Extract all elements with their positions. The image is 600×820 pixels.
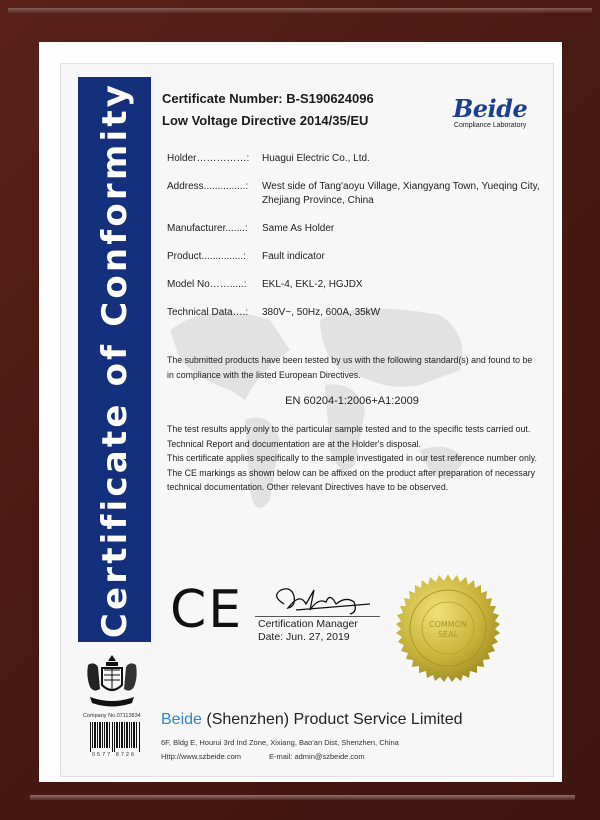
issuer-name-rest: (Shenzhen) Product Service Limited — [201, 711, 463, 728]
standard: EN 60204-1:2006+A1:2009 — [285, 395, 419, 407]
frame-highlight-top — [8, 8, 592, 13]
field-value: EKL-4, EKL-2, HGJDX — [262, 279, 363, 290]
frame-highlight-bottom — [30, 795, 575, 800]
field-value: West side of Tang'aoyu Village, Xiangyang Town, Yueqing City, Zhejiang Province, China — [262, 181, 540, 206]
logo-name: Beide — [453, 94, 528, 123]
issuer-website: Http://www.szbeide.com — [161, 752, 242, 761]
field-value: Fault indicator — [262, 251, 325, 262]
side-title: Certificate of Conformity — [94, 81, 135, 638]
svg-text:SEAL: SEAL — [437, 630, 459, 639]
company-number: Company No.07113834 — [83, 713, 141, 719]
barcode-number: 0577 8726 — [92, 752, 136, 758]
field-label: Product...............: — [167, 251, 246, 262]
logo-subtitle: Compliance Laboratory — [453, 122, 527, 129]
field-label: Technical Data….: — [167, 307, 249, 318]
field-value: Huagui Electric Co., Ltd. — [262, 153, 370, 164]
field-address — [167, 180, 562, 208]
field-holder — [167, 152, 562, 166]
signer-title: Certification Manager — [258, 618, 358, 630]
signature-block — [258, 618, 358, 644]
field-model — [167, 278, 562, 292]
field-label: Holder……………: — [167, 153, 250, 164]
certificate-header — [162, 88, 374, 132]
barcode — [90, 722, 140, 752]
signature — [266, 584, 376, 616]
issuer-address: 6F, Bldg E, Hourui 3rd Ind Zone, Xixiang, Bao'an Dist, Shenzhen, China — [161, 738, 399, 747]
disclaimer-1: The test results apply only to the particular sample tested and to the specific tests carried out. Technical Report and documentation are at the Holder's disposal. — [167, 424, 531, 449]
issuer-name — [161, 711, 463, 729]
issuer-brand: Beide — [161, 711, 202, 728]
field-manufacturer — [167, 222, 562, 236]
side-title-band — [78, 77, 151, 642]
directive: Low Voltage Directive 2014/35/EU — [162, 113, 369, 128]
field-technical-data — [167, 306, 562, 320]
signature-date: Date: Jun. 27, 2019 — [258, 631, 350, 643]
certificate-number: Certificate Number: B-S190624096 — [162, 91, 374, 106]
field-value: 380V~, 50Hz, 600A, 35kW — [262, 307, 381, 318]
field-label: Address...............: — [167, 181, 249, 192]
disclaimer-2: This certificate applies specifically to the sample investigated in our test reference number only. The CE markings as shown below can be affixed on the product after preparation of necessary technical documentation. Other relevant Directives have to be observed. — [167, 453, 537, 492]
issuer-contact — [161, 736, 399, 764]
svg-text:COMMON: COMMON — [429, 620, 467, 629]
gold-seal-icon — [392, 572, 504, 684]
certificate-fields — [167, 152, 562, 334]
field-product — [167, 250, 562, 264]
royal-coat-of-arms-icon — [82, 653, 142, 711]
ce-mark: CE — [170, 580, 244, 640]
field-value: Same As Holder — [262, 223, 335, 234]
beide-logo — [453, 94, 528, 129]
signature-line — [255, 616, 380, 617]
field-label: Manufacturer.......: — [167, 223, 248, 234]
field-label: Model No…….....: — [167, 279, 247, 290]
compliance-statement: The submitted products have been tested by us with the following standard(s) and found to be in compliance with the listed European Directives. — [167, 355, 533, 380]
issuer-email: E-mail: admin@szbeide.com — [269, 752, 365, 761]
